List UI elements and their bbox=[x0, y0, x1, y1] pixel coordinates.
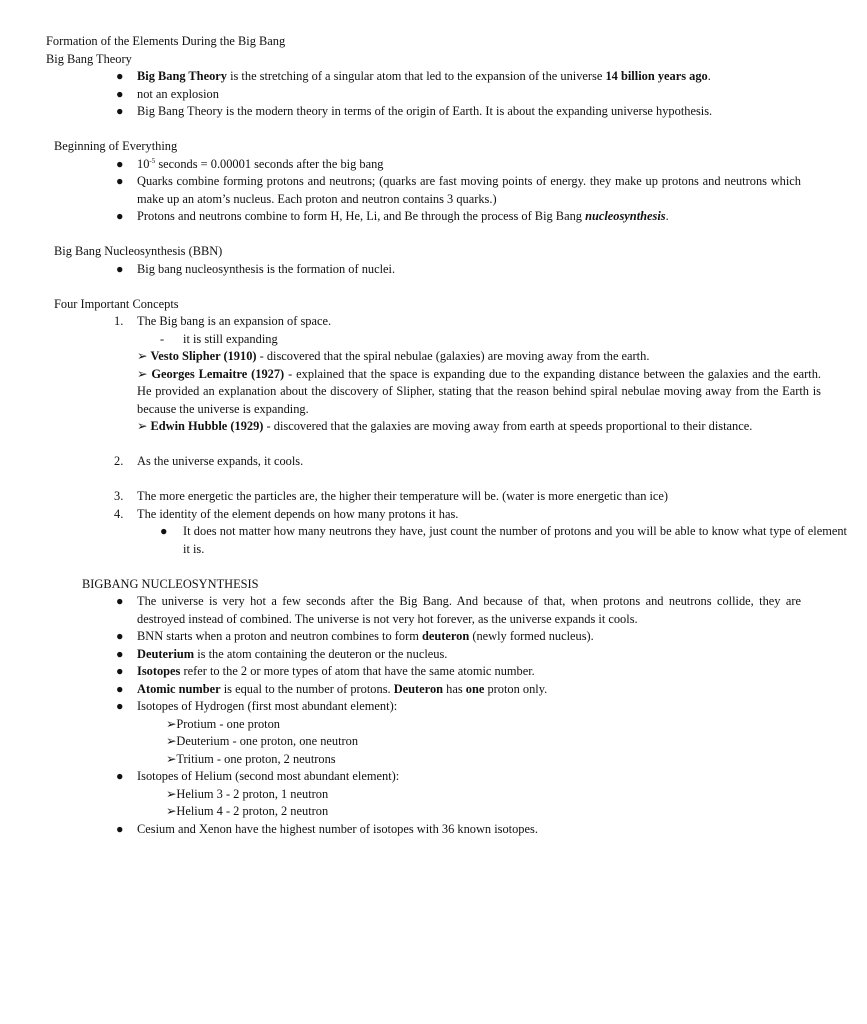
number-marker: 1. bbox=[114, 314, 124, 328]
bullet-marker: ● bbox=[116, 174, 124, 188]
bullet-marker: ● bbox=[116, 699, 124, 713]
section-heading-four-concepts: Four Important Concepts bbox=[54, 296, 179, 311]
bullet-marker: ● bbox=[116, 104, 124, 118]
list-item: - it is still expanding bbox=[46, 331, 867, 349]
arrow-marker: ➢ bbox=[166, 804, 177, 818]
number-marker: 2. bbox=[114, 454, 124, 468]
bullet-marker: ● bbox=[116, 69, 124, 83]
arrow-marker: ➢ bbox=[166, 734, 177, 748]
section-heading-big-bang-theory: Big Bang Theory bbox=[46, 51, 132, 66]
list-item: ● Quarks combine forming protons and neutrons; (quarks are fast moving points of energy. they make up protons and neutrons which make up an atom’s nucleus. Each proton and neutron contains 3 quarks.) bbox=[116, 174, 801, 206]
list-item: ● BNN starts when a proton and neutron combines to form deuteron (newly formed nucleus). bbox=[46, 628, 801, 646]
list-item: ● Atomic number is equal to the number of protons. Deuteron has one proton only. bbox=[46, 681, 801, 699]
bullet-marker: ● bbox=[116, 821, 124, 836]
document-title: Formation of the Elements During the Big Bang bbox=[46, 34, 286, 48]
bullet-marker: ● bbox=[116, 594, 124, 608]
arrow-marker: ➢ bbox=[166, 786, 177, 801]
list-item: ➢ Edwin Hubble (1929) - discovered that the galaxies are moving away from earth at speeds proportional to their distance. bbox=[137, 419, 753, 433]
section-heading-bigbang-nucleosynthesis: BIGBANG NUCLEOSYNTHESIS bbox=[82, 576, 259, 591]
list-item: ➢ Vesto Slipher (1910) - discovered that the spiral nebulae (galaxies) are moving away from the earth. bbox=[137, 349, 650, 363]
arrow-marker: ➢ bbox=[166, 751, 177, 766]
list-item: ● $10^{-5}$ seconds = 0.00001 seconds after the big bang bbox=[46, 156, 801, 174]
list-item: ➢Helium 4 - 2 proton, 2 neutron bbox=[166, 804, 329, 818]
list-item: ● not an explosion bbox=[46, 86, 848, 104]
list-item: ● Big bang nucleosynthesis is the formation of nuclei. bbox=[46, 261, 801, 279]
number-marker: 3. bbox=[114, 489, 124, 503]
list-item: ● Isotopes of Helium (second most abundant element): bbox=[46, 768, 801, 786]
numbered-item: 2. As the universe expands, it cools. bbox=[46, 453, 801, 471]
list-item: ➢Deuterium - one proton, one neutron bbox=[166, 734, 359, 748]
list-item: ● Isotopes refer to the 2 or more types of atom that have the same atomic number. bbox=[46, 663, 801, 681]
bullet-marker: ● bbox=[160, 524, 168, 538]
list-item: ● Big Bang Theory is the modern theory in terms of the origin of Earth. It is about the expanding universe hypothesis. bbox=[46, 103, 848, 121]
bullet-marker: ● bbox=[116, 156, 124, 171]
dash-marker: - bbox=[160, 331, 165, 346]
number-marker: 4. bbox=[114, 506, 124, 521]
arrow-marker: ➢ bbox=[166, 716, 177, 731]
list-item: ● Big Bang Theory is the stretching of a singular atom that led to the expansion of the universe 14 billion years ago. bbox=[46, 68, 848, 86]
bullet-marker: ● bbox=[116, 209, 124, 223]
numbered-item: 1. The Big bang is an expansion of space. bbox=[46, 313, 821, 331]
list-item: ● Deuterium is the atom containing the deuteron or the nucleus. bbox=[46, 646, 801, 664]
arrow-marker: ➢ bbox=[137, 349, 148, 363]
arrow-marker: ➢ bbox=[137, 419, 148, 433]
bullet-marker: ● bbox=[116, 681, 124, 696]
list-item: ● Isotopes of Hydrogen (first most abundant element): bbox=[46, 698, 801, 716]
section-heading-bbn: Big Bang Nucleosynthesis (BBN) bbox=[54, 244, 223, 258]
bullet-marker: ● bbox=[116, 769, 124, 783]
list-item: ➢Tritium - one proton, 2 neutrons bbox=[166, 751, 336, 766]
list-item: ● Cesium and Xenon have the highest number of isotopes with 36 known isotopes. bbox=[46, 821, 801, 839]
numbered-item: 3. The more energetic the particles are, the higher their temperature will be. (water is more energetic than ice) bbox=[46, 488, 801, 506]
bullet-marker: ● bbox=[116, 664, 124, 678]
section-heading-beginning: Beginning of Everything bbox=[54, 139, 178, 153]
list-item: ➢ Georges Lemaitre (1927) - explained that the space is expanding due to the expanding distance between the galaxies and the earth. He provided an explanation about the discovery of Slipher, stating that the reason behind spiral nebulae moving away from the Earth is because the universe is expanding. bbox=[137, 366, 822, 416]
bullet-marker: ● bbox=[116, 646, 124, 661]
bullet-marker: ● bbox=[116, 629, 124, 643]
numbered-item: 4. The identity of the element depends on how many protons it has. bbox=[46, 506, 801, 524]
arrow-marker: ➢ bbox=[137, 366, 148, 381]
bullet-marker: ● bbox=[116, 261, 124, 276]
list-item: ➢Protium - one proton bbox=[166, 716, 280, 731]
list-item: ● The universe is very hot a few seconds after the Big Bang. And because of that, when protons and neutrons collide, they are destroyed instead of combined. The universe is not very hot forever, as the universe expands it cools. bbox=[116, 594, 801, 626]
list-item: ➢Helium 3 - 2 proton, 1 neutron bbox=[166, 786, 329, 801]
list-item: ● Protons and neutrons combine to form H, He, Li, and Be through the process of Big Bang nucleosynthesis. bbox=[46, 208, 801, 226]
bullet-marker: ● bbox=[116, 86, 124, 101]
list-item: ● It does not matter how many neutrons they have, just count the number of protons and you will be able to know what type of element it is. bbox=[160, 524, 847, 556]
